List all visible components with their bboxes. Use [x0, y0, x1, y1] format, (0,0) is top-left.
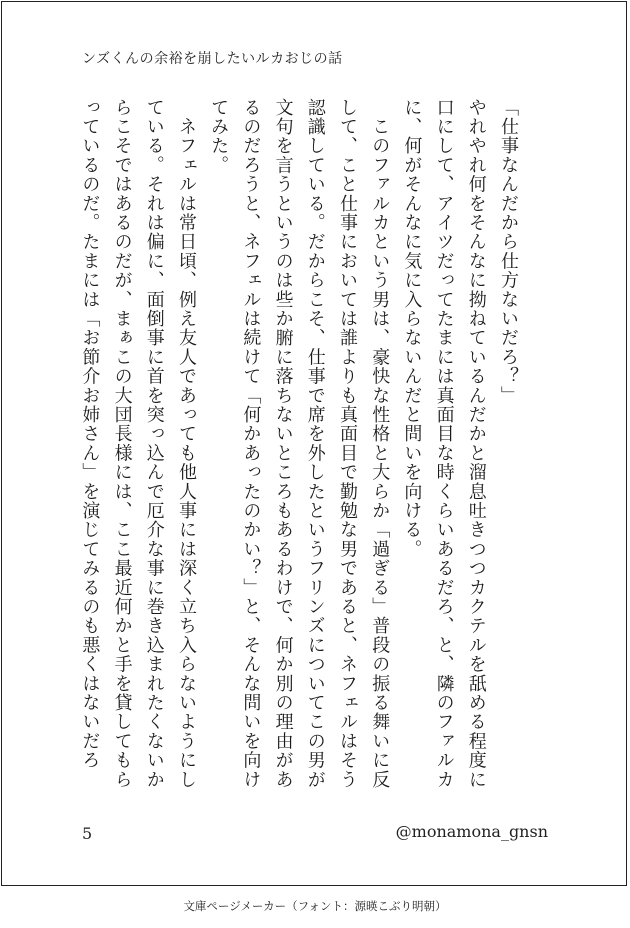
- paragraph-dialogue: 「仕事なんだから仕方ないだろ？」: [498, 98, 519, 406]
- running-header: ンズくんの余裕を崩したいルカおじの話: [82, 51, 343, 67]
- paragraph-1: やれやれ何をそんなに拗ねているんだかと溜息吐きつつカクテルを舐める程度に口にして、アイツだってたまには真面目な時くらいあるだろ、と、隣のファルカに、何がそんなに気に入らないんだと問いを向ける。: [401, 98, 487, 790]
- page-number: 5: [82, 824, 93, 843]
- page-frame: [1, 1, 627, 886]
- paragraph-3: ネフェルは常日頃、例え友人であっても他人事には深く立ち入らないようにしている。それは偏に、面倒事に首を突っ込んで厄介な事に巻き込まれたくないからこそではあるのだが、まぁこの大団長様には、ここ最近何かと手を貸してもらっているのだ。たまには「お節介お姉さん」を演じてみるのも悪くはないだろ: [79, 98, 197, 790]
- paragraph-2: このファルカという男は、豪快な性格と大らか「過ぎる」普段の振る舞いに反して、こと仕事においては誰よりも真面目で勤勉な男であると、ネフェルはそう認識している。だからこそ、仕事で席を外したというフリンズについてこの男が文句を言うというのは些か腑に落ちないところもあるわけで、何か別の理由があるのだろうと、ネフェルは続けて「何かあったのかい？」と、そんな問いを向けてみた。: [208, 98, 391, 790]
- generator-credit: 文庫ページメーカー（フォント：源暎こぶり明朝）: [183, 899, 447, 913]
- vertical-text-body: [64, 98, 524, 798]
- author-handle: @monamona_gnsn: [395, 822, 548, 841]
